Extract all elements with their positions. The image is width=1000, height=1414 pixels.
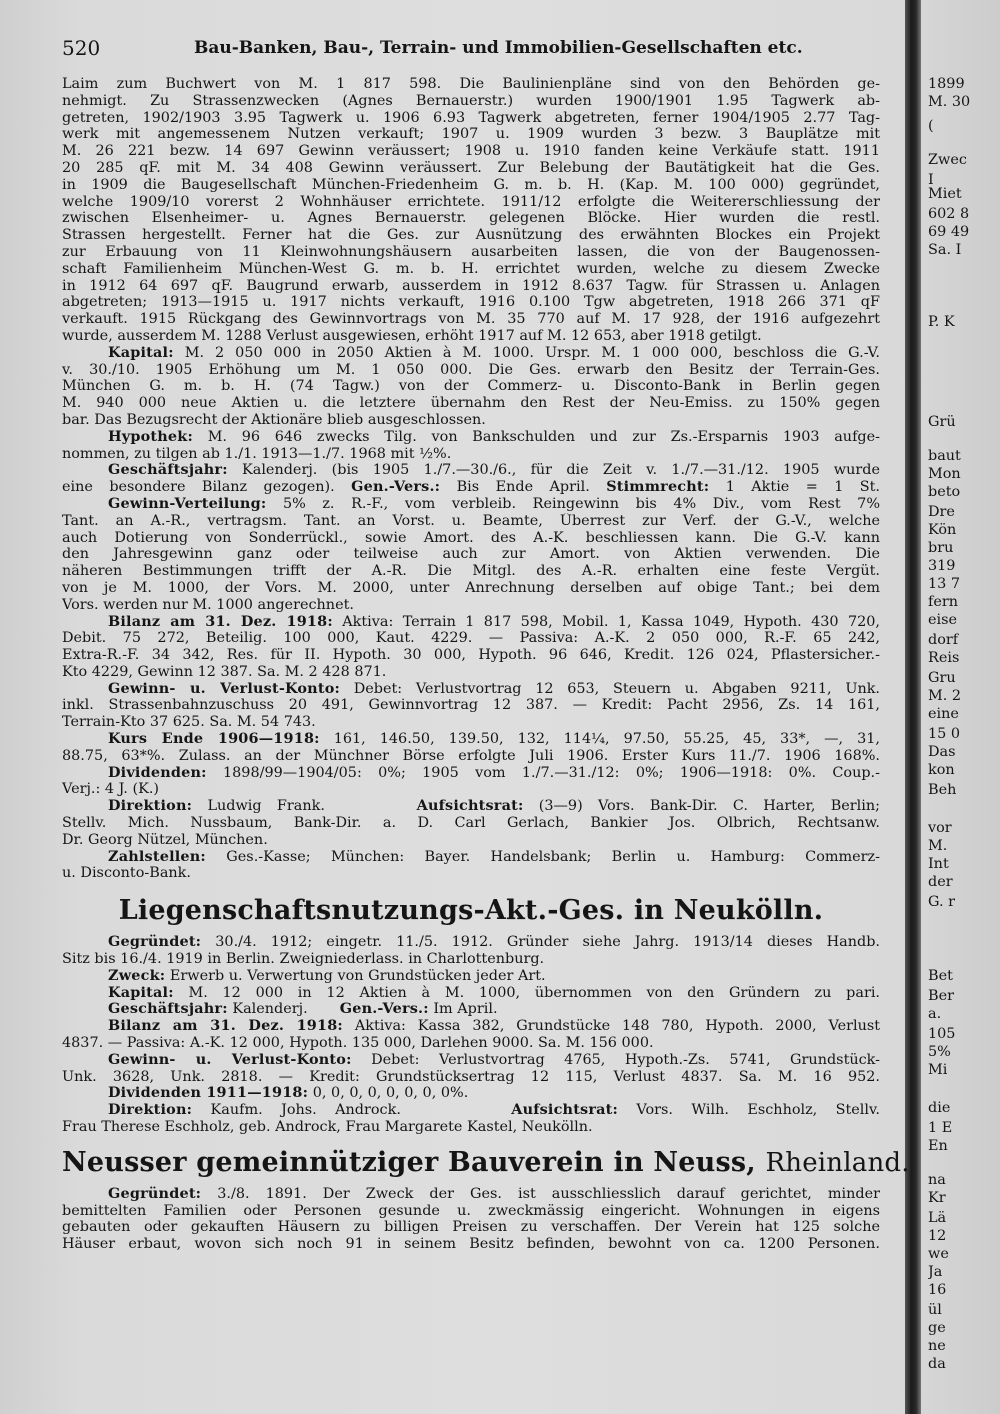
genvers-value: Bis Ende April. — [456, 479, 590, 496]
kapital-value: M. 12 000 in 12 Aktien à M. 1000, übernommen von den Gründern zu pari. — [188, 984, 880, 1001]
facing-page-fragment: Int — [928, 856, 949, 872]
genvers-label: Gen.-Vers.: — [351, 479, 441, 496]
facing-page-fragment: Das — [928, 744, 956, 760]
facing-page-fragment: ül — [928, 1302, 942, 1318]
facing-page-fragment: der — [928, 874, 953, 890]
genvers-label: Gen.-Vers.: — [339, 1001, 429, 1018]
facing-page-fragment: Kön — [928, 522, 957, 538]
facing-page-fragment: M. 2 — [928, 688, 962, 704]
aufsichtsrat-label: Aufsichtsrat: — [511, 1102, 619, 1119]
text-line: bemittelten Familien oder Personen gesunde u. zweckmässig eingericht. Wohnungen in eigens — [62, 1202, 880, 1219]
text-line: Sitz bis 16./4. 1919 in Berlin. Zweigniederlass. in Charlottenburg. — [62, 951, 545, 968]
text-line: 5% z. R.-F., vom verbleib. Reingewinn bis 4% Div., vom Rest 7% — [282, 495, 880, 512]
text-line: M. 2 050 000 in 2050 Aktien à M. 1000. Urspr. M. 1 000 000, beschloss die G.-V. — [184, 344, 880, 361]
kapital-label: Kapital: — [108, 344, 174, 361]
text-line: gebauten oder gekauften Häusern zu billigen Preisen zu verschaffen. Der Verein hat 125 solche — [62, 1219, 880, 1236]
s2-bilanz-section — [62, 1018, 880, 1052]
text-line: 3./8. 1891. Der Zweck der Ges. ist ausschliesslich darauf gerichtet, minder — [217, 1185, 880, 1202]
facing-page-fragment: ge — [928, 1320, 946, 1336]
text-line: inkl. Strassenbahnzuschuss 20 491, Gewinnvortrag 12 387. — Kredit: Pacht 2956, Zs. 14 161, — [62, 697, 880, 714]
zweck-value: Erwerb u. Verwertung von Grundstücken jeder Art. — [169, 967, 546, 984]
facing-page-fragment: Dre — [928, 504, 955, 520]
facing-page-fragment: I — [928, 172, 934, 188]
gewinnkonto-section — [62, 681, 880, 731]
facing-page-fragment: Ber — [928, 988, 954, 1004]
text-line: 161, 146.50, 139.50, 132, 114¼, 97.50, 55.25, 45, 33*, —, 31, — [333, 731, 880, 748]
facing-page-fragment: na — [928, 1172, 946, 1188]
s2-gewinnkonto-section — [62, 1052, 880, 1086]
facing-page-fragment: ( — [928, 118, 934, 134]
facing-page-fragment: 1 E — [928, 1120, 953, 1136]
text-line: Kalenderj. (bis 1905 1./7.—30./6., für die Zeit v. 1./7.—31./12. 1905 wurde — [242, 462, 880, 479]
gegruendet-label: Gegründet: — [108, 934, 202, 951]
facing-page-fragment: vor — [928, 820, 952, 836]
text-line: schaft Familienheim München-West G. m. b. H. errichtet wurden, welche zu diesem Zwecke — [62, 260, 880, 277]
facing-page-fragment: Mi — [928, 1062, 948, 1078]
text-line: Häuser erbaut, wovon sich noch 91 in seinem Besitz befinden, bewohnt von ca. 1200 Personen. — [62, 1236, 880, 1253]
s2-geschaeftsjahr-line — [62, 1001, 880, 1018]
stimmrecht-value: 1 Aktie = 1 St. — [725, 479, 880, 496]
text-line: werk mit angemessenem Nutzen verkauft; 1907 u. 1909 wurden 3 bezw. 3 Bauplätze mit — [62, 126, 880, 143]
facing-page-fragment: 5% — [928, 1044, 951, 1060]
bilanz-label: Bilanz am 31. Dez. 1918: — [108, 613, 333, 630]
facing-page-fragment: we — [928, 1246, 949, 1262]
text-line: 30./4. 1912; eingetr. 11./5. 1912. Gründer siehe Jahrg. 1913/14 dieses Handb. — [215, 934, 880, 951]
text-line: eine besondere Bilanz gezogen). — [62, 479, 335, 496]
dividenden-value: 0, 0, 0, 0, 0, 0, 0, 0%. — [312, 1085, 469, 1102]
facing-page-fragment: kon — [928, 762, 955, 778]
facing-page-fragment: En — [928, 1138, 948, 1154]
text-line: Tant. an A.-R., vertragsm. Tant. an Vorst. u. Beamte, Überrest zur Verf. der G.-V., welche — [62, 512, 880, 529]
text-line: nommen, zu tilgen ab 1./1. 1913—1./7. 1968 mit ½%. — [62, 445, 452, 462]
s2-kapital-line — [62, 985, 880, 1002]
text-line: zwischen Elsenheimer- u. Agnes Bernauerstr. gelegenen Blöcke. Hier wurden die restl. — [62, 210, 880, 227]
text-line: bar. Das Bezugsrecht der Aktionäre blieb ausgeschlossen. — [62, 411, 486, 428]
facing-page-fragment: eise — [928, 612, 958, 628]
facing-page-fragment: da — [928, 1356, 946, 1372]
facing-page-fragment: baut — [928, 448, 961, 464]
text-line: Kto 4229, Gewinn 12 387. Sa. M. 2 428 871. — [62, 663, 387, 680]
kurs-section — [62, 731, 880, 765]
text-line: v. 30./10. 1905 Erhöhung um M. 1 050 000. Die Ges. erwarb den Besitz der Terrain-Ges. — [62, 361, 880, 378]
geschaeftsjahr-label: Geschäftsjahr: — [108, 1001, 228, 1018]
text-line: Ges.-Kasse; München: Bayer. Handelsbank; Berlin u. Hamburg: Commerz- — [226, 848, 880, 865]
text-line: von je M. 1000, der Vors. M. 2000, unter Anrechnung derselben auf obige Tant.; bei dem — [62, 579, 880, 596]
text-line: Aktiva: Terrain 1 817 598, Mobil. 1, Kassa 1049, Hypoth. 430 720, — [342, 613, 880, 630]
direktion-label: Direktion: — [108, 1102, 193, 1119]
heading-region: Rheinland. — [765, 1147, 910, 1178]
facing-page-fragment: bru — [928, 540, 954, 556]
text-line: auch Dotierung von Sonderrückl., sowie Amort. des A.-K. beschliessen kann. Die G.-V. kann — [62, 529, 880, 546]
facing-page-fragment: eine — [928, 706, 959, 722]
facing-page-fragments — [928, 60, 1000, 1414]
text-line: M. 96 646 zwecks Tilg. von Bankschulden und zur Zs.-Ersparnis 1903 aufge- — [207, 428, 880, 445]
aufsichtsrat-label: Aufsichtsrat: — [416, 798, 524, 815]
hypothek-label: Hypothek: — [108, 428, 193, 445]
direktion-section — [62, 798, 880, 848]
hypothek-section — [62, 429, 880, 463]
kapital-label: Kapital: — [108, 984, 174, 1001]
text-line: Vors. werden nur M. 1000 angerechnet. — [62, 596, 354, 613]
facing-page-fragment: Beh — [928, 782, 957, 798]
zahlstellen-section — [62, 849, 880, 883]
book-gutter-shadow — [905, 0, 921, 1414]
facing-page-fragment: P. K — [928, 314, 955, 330]
bilanz-section — [62, 614, 880, 681]
zweck-label: Zweck: — [108, 967, 166, 984]
facing-page-fragment: M. 30 — [928, 94, 971, 110]
stimmrecht-label: Stimmrecht: — [606, 479, 710, 496]
gewinnkonto-label: Gewinn- u. Verlust-Konto: — [108, 1051, 352, 1068]
text-line: M. 26 221 bezw. 14 697 Gewinn veräussert; 1908 u. 1910 fanden keine Verkäufe statt. 1911 — [62, 143, 880, 160]
running-title: Bau-Banken, Bau-, Terrain- und Immobilien-Gesellschaften etc. — [194, 38, 803, 58]
dividenden-label: Dividenden 1911—1918: — [108, 1085, 309, 1102]
facing-page-fragment: 602 8 — [928, 206, 970, 222]
kurs-label: Kurs Ende 1906—1918: — [108, 731, 320, 748]
text-line: zur Erbauung von 11 Kleinwohnungshäusern ausarbeiten lassen, die von der Baugenossen- — [62, 243, 880, 260]
text-line: Aktiva: Kassa 382, Grundstücke 148 780, Hypoth. 2000, Verlust — [354, 1018, 880, 1035]
s2-direktion-section — [62, 1102, 880, 1136]
facing-page-fragment: Ja — [928, 1264, 943, 1280]
genvers-value: Im April. — [433, 1001, 498, 1018]
text-line: Strassen hergestellt. Ferner hat die Ges. zur Ausnützung des erwähnten Blockes ein Projekt — [62, 227, 880, 244]
text-line: Terrain-Kto 37 625. Sa. M. 54 743. — [62, 714, 316, 731]
facing-page-fragment: Zwec — [928, 152, 967, 168]
text-line: den Jahresgewinn ganz oder teilweise auch zur Amort. von Aktien verwenden. Die — [62, 546, 880, 563]
text-line: abgetreten; 1913—1915 u. 1917 nichts verkauft, 1916 0.100 Tgw abgetreten, 1918 266 371 qF — [62, 294, 880, 311]
facing-page-fragment: 12 — [928, 1228, 947, 1244]
text-line: (3—9) Vors. Bank-Dir. C. Harter, Berlin; — [538, 798, 880, 815]
facing-page-fragment: G. r — [928, 894, 956, 910]
facing-page-fragment: Grü — [928, 414, 956, 430]
direktion-value: Ludwig Frank. — [207, 798, 325, 815]
text-line: verkauft. 1915 Rückgang des Gewinnvortrags von M. 35 770 auf M. 17 928, der 1916 aufgezehrt — [62, 311, 880, 328]
gegruendet-label: Gegründet: — [108, 1185, 202, 1202]
direktion-label: Direktion: — [108, 798, 193, 815]
geschaeftsjahr-value: Kalenderj. — [232, 1001, 308, 1018]
text-line: Unk. 3628, Unk. 2818. — Kredit: Grundstücksertrag 12 115, Verlust 4837. Sa. M. 16 952. — [62, 1068, 880, 1085]
text-line: nehmigt. Zu Strassenzwecken (Agnes Bernauerstr.) wurden 1900/1901 1.95 Tagwerk ab- — [62, 92, 880, 109]
facing-page-fragment: Mon — [928, 466, 961, 482]
facing-page-fragment: Lä — [928, 1210, 947, 1226]
gewinnverteilung-section — [62, 496, 880, 614]
facing-page-fragment: ne — [928, 1338, 946, 1354]
text-line: näheren Bestimmungen trifft der A.-R. Die Mitgl. des A.-R. erhalten eine feste Vergüt. — [62, 563, 880, 580]
text-line: welche 1909/10 vorerst 2 Wohnhäuser errichtete. 1911/12 erfolgte die Weitererschliessung der — [62, 193, 880, 210]
facing-page-fragment: beto — [928, 484, 961, 500]
text-line: 20 285 qF. mit M. 34 408 Gewinn veräussert. Zur Belebung der Bautätigkeit hat die Ges. — [62, 159, 880, 176]
text-line: getreten, 1902/1903 3.95 Tagwerk u. 1906 6.93 Tagwerk abgetreten, ferner 1904/1905 2.77 Tag- — [62, 109, 880, 126]
intro-paragraph — [62, 76, 880, 345]
page-number: 520 — [62, 36, 101, 60]
facing-page-fragment: Sa. I — [928, 242, 962, 258]
gewinnverteilung-label: Gewinn-Verteilung: — [108, 495, 267, 512]
text-line: Debet: Verlustvortrag 12 653, Steuern u. Abgaben 9211, Unk. — [353, 680, 880, 697]
facing-page-fragment: Miet — [928, 186, 962, 202]
facing-page-fragment: 69 49 — [928, 224, 970, 240]
text-line: M. 940 000 neue Aktien u. die letztere übernahm den Rest der Neu-Emiss. zu 150% gegen — [62, 395, 880, 412]
facing-page-fragment: Reis — [928, 650, 960, 666]
facing-page-fragment: 15 0 — [928, 726, 961, 742]
facing-page-fragment: 13 7 — [928, 576, 961, 592]
main-text-column — [62, 76, 910, 1253]
text-line: Laim zum Buchwert von M. 1 817 598. Die Baulinienpläne sind von den Behörden ge- — [62, 76, 880, 92]
text-line: Vors. Wilh. Eschholz, Stellv. — [636, 1102, 880, 1119]
facing-page-fragment: 319 — [928, 558, 956, 574]
s2-zweck-line — [62, 968, 880, 985]
heading-main: Neusser gemeinnütziger Bauverein in Neuss, — [62, 1146, 756, 1178]
text-line: Debit. 75 272, Beteilig. 100 000, Kaut. 4229. — Passiva: A.-K. 2 050 000, R.-F. 65 242, — [62, 630, 880, 647]
text-line: 88.75, 63*%. Zulass. an der Münchner Börse erfolgte Juli 1906. Erster Kurs 11./7. 1906 168%. — [62, 747, 880, 764]
facing-page-fragment: a. — [928, 1006, 942, 1022]
text-line: 1898/99—1904/05: 0%; 1905 vom 1./7.—31./12: 0%; 1906—1918: 0%. Coup.- — [223, 764, 880, 781]
geschaeftsjahr-label: Geschäftsjahr: — [108, 462, 228, 479]
kapital-section — [62, 345, 880, 429]
facing-page-fragment: dorf — [928, 632, 959, 648]
text-line: Stellv. Mich. Nussbaum, Bank-Dir. a. D. Carl Gerlach, Bankier Jos. Olbrich, Rechtsanw. — [62, 815, 880, 832]
text-line: Frau Therese Eschholz, geb. Androck, Frau Margarete Kastel, Neukölln. — [62, 1119, 593, 1136]
direktion-value: Kaufm. Johs. Androck. — [210, 1102, 401, 1119]
text-line: in 1909 die Baugesellschaft München-Friedenheim G. m. b. H. (Kap. M. 100 000) gegründet, — [62, 176, 880, 193]
dividenden-label: Dividenden: — [108, 764, 207, 781]
text-line: München G. m. b. H. (74 Tagw.) von der Commerz- u. Disconto-Bank in Berlin gegen — [62, 378, 880, 395]
s2-dividenden-line — [62, 1085, 880, 1102]
company-heading-neuss — [62, 1140, 910, 1186]
facing-page-fragment: fern — [928, 594, 958, 610]
geschaeftsjahr-section — [62, 462, 880, 496]
company-heading-neukoelln: Liegenschaftsnutzungs-Akt.-Ges. in Neukölln. — [118, 895, 824, 927]
facing-page-fragment: 1899 — [928, 76, 965, 92]
facing-page-fragment: 105 — [928, 1026, 956, 1042]
s3-gegruendet-section — [62, 1186, 880, 1253]
text-line: Extra-R.-F. 34 342, Res. für II. Hypoth. 30 000, Hypoth. 96 646, Kredit. 126 024, Pflastersicher.- — [62, 647, 880, 664]
facing-page-fragment: Gru — [928, 670, 956, 686]
text-line: Verj.: 4 J. (K.) — [62, 781, 160, 798]
text-line: 4837. — Passiva: A.-K. 12 000, Hypoth. 135 000, Darlehen 9000. Sa. M. 156 000. — [62, 1035, 654, 1052]
text-line: Debet: Verlustvortrag 4765, Hypoth.-Zs. 5741, Grundstück- — [371, 1051, 880, 1068]
facing-page-fragment: Bet — [928, 968, 953, 984]
page-header — [62, 36, 892, 66]
text-line: Dr. Georg Nützel, München. — [62, 831, 268, 848]
dividenden-section — [62, 765, 880, 799]
bilanz-label: Bilanz am 31. Dez. 1918: — [108, 1018, 343, 1035]
zahlstellen-label: Zahlstellen: — [108, 848, 206, 865]
gewinnkonto-label: Gewinn- u. Verlust-Konto: — [108, 680, 341, 697]
facing-page-fragment: 16 — [928, 1282, 947, 1298]
text-line: in 1912 64 697 qF. Baugrund erwarb, ausserdem in 1912 8.637 Tagw. für Strassen u. Anlagen — [62, 277, 880, 294]
text-line: wurde, ausserdem M. 1288 Verlust ausgewiesen, erhöht 1917 auf M. 12 653, aber 1918 getilgt. — [62, 327, 762, 344]
facing-page-fragment: M. — [928, 838, 948, 854]
facing-page-fragment: die — [928, 1100, 951, 1116]
facing-page-fragment: Kr — [928, 1190, 946, 1206]
text-line: u. Disconto-Bank. — [62, 865, 191, 882]
s2-gegruendet-section — [62, 934, 880, 968]
